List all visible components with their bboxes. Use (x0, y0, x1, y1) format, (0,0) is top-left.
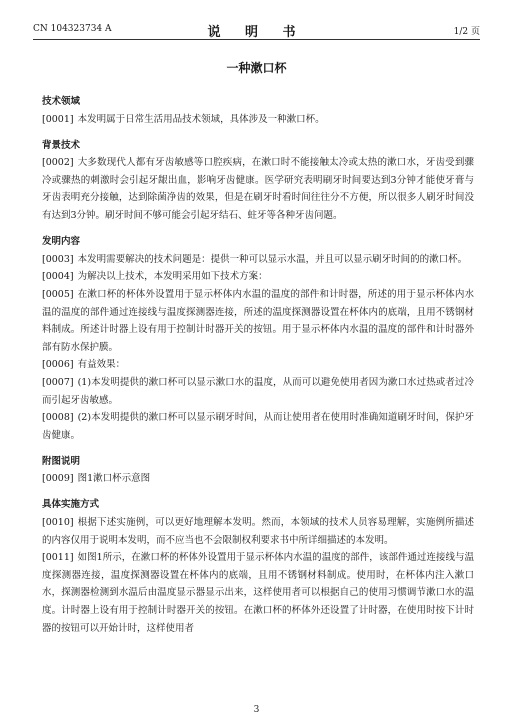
paragraph (42, 286, 474, 356)
paragraph-text: (1)本发明提供的漱口杯可以显示漱口水的温度，从而可以避免使用者因为漱口水过热或者过冷而引起牙齿敏感。 (42, 376, 474, 406)
section-gap (42, 444, 474, 453)
paragraph-text: 根据下述实施例，可以更好地理解本发明。然而，本领域的技术人员容易理解，实施例所描述的内容仅用于说明本发明，而不应当也不会限制权利要求书中所详细描述的本发明。 (42, 517, 474, 546)
document-body (42, 93, 474, 637)
paragraph (42, 409, 474, 444)
paragraph (42, 470, 474, 488)
paragraph-number: [0009] (42, 473, 74, 485)
section-heading: 附图说明 (42, 455, 81, 467)
paragraph-number: [0006] (42, 359, 74, 371)
paragraph (42, 268, 474, 286)
paragraph (42, 374, 474, 409)
paragraph (42, 111, 474, 129)
section-heading: 具体实施方式 (42, 499, 100, 511)
paragraph (42, 549, 474, 637)
invention-title: 一种漱口杯 (226, 61, 287, 75)
section-gap (42, 128, 474, 137)
header-divider (33, 39, 480, 40)
section-gap (42, 225, 474, 234)
paragraph-number: [0002] (42, 157, 74, 169)
page-indicator: 1/2 页 (453, 27, 480, 37)
page-number: 3 (253, 705, 260, 715)
paragraph-number: [0010] (42, 517, 74, 529)
paragraph-text: 本发明属于日常生活用品技术领域，具体涉及一种漱口杯。 (77, 113, 325, 125)
paragraph-text: 如图1所示，在漱口杯的杯体外设置用于显示杯体内水温的温度的部件，该部件通过连接线与温度探测器连接，温度探测器设置在杯体内的底端，且用不锈钢材料制成。使用时，在杯体内注入漱口水，探测器检测到水温后由温度显示器显示出来，这样使用者可以根据自己的使用习惯调节漱口水的温度。计时器上设有用于控制计时器开关的按钮。在漱口杯的杯体外还设置了计时器，在使用时按下计时器的按钮可以开始计时，这样使用者 (42, 552, 474, 634)
section-heading: 技术领域 (42, 96, 81, 107)
section-heading: 背景技术 (42, 139, 81, 151)
paragraph-number: [0001] (42, 113, 74, 125)
paragraph-number: [0005] (42, 288, 74, 300)
paragraph-text: 本发明需要解决的技术问题是：提供一种可以显示水温，并且可以显示刷牙时间的的漱口杯。 (77, 253, 468, 265)
paragraph-text: (2)本发明提供的漱口杯可以显示刷牙时间，从而让使用者在使用时准确知道刷牙时间，保护牙齿健康。 (42, 412, 474, 441)
paragraph-number: [0003] (42, 253, 74, 265)
paragraph-text: 在漱口杯的杯体外设置用于显示杯体内水温的温度的部件和计时器，所述的用于显示杯体内水温的温度的部件通过连接线与温度探测器连接，所述的温度探测器设置在杯体内的底端，且用不锈钢材料制成。所述计时器上设有用于控制计时器开关的按钮。用于显示杯体内水温的温度的部件和计时器外部有防水保护膜。 (42, 288, 474, 353)
paragraph (42, 154, 474, 224)
paragraph-text: 为解决以上技术，本发明采用如下技术方案： (77, 271, 268, 283)
document-type-title: 说 明 书 (207, 25, 306, 40)
section-heading: 发明内容 (42, 236, 81, 248)
paragraph-text: 大多数现代人都有牙齿敏感等口腔疾病，在漱口时不能接触太冷或太热的漱口水，牙齿受到骤冷或骤热的刺激时会引起牙龈出血，影响牙齿健康。医学研究表明刷牙时间要达到3分钟才能使牙膏与牙齿表明充分接触，达到除菌净齿的效果，但是在刷牙时看时间往往分不方便，所以很多人刷牙时间没有达到3分钟。刷牙时间不够可能会引起牙结石、蛀牙等各种牙齿问题。 (42, 157, 474, 222)
paragraph-text: 有益效果： (77, 359, 126, 371)
paragraph (42, 251, 474, 269)
paragraph-number: [0008] (42, 412, 74, 424)
publication-number: CN 104323734 A (33, 24, 112, 34)
paragraph (42, 514, 474, 549)
paragraph-text: 图1漱口杯示意图 (77, 473, 151, 485)
paragraph-number: [0011] (42, 552, 74, 564)
section-gap (42, 488, 474, 497)
paragraph (42, 356, 474, 374)
paragraph-number: [0004] (42, 271, 74, 283)
paragraph-number: [0007] (42, 376, 74, 388)
page-header (33, 20, 480, 40)
